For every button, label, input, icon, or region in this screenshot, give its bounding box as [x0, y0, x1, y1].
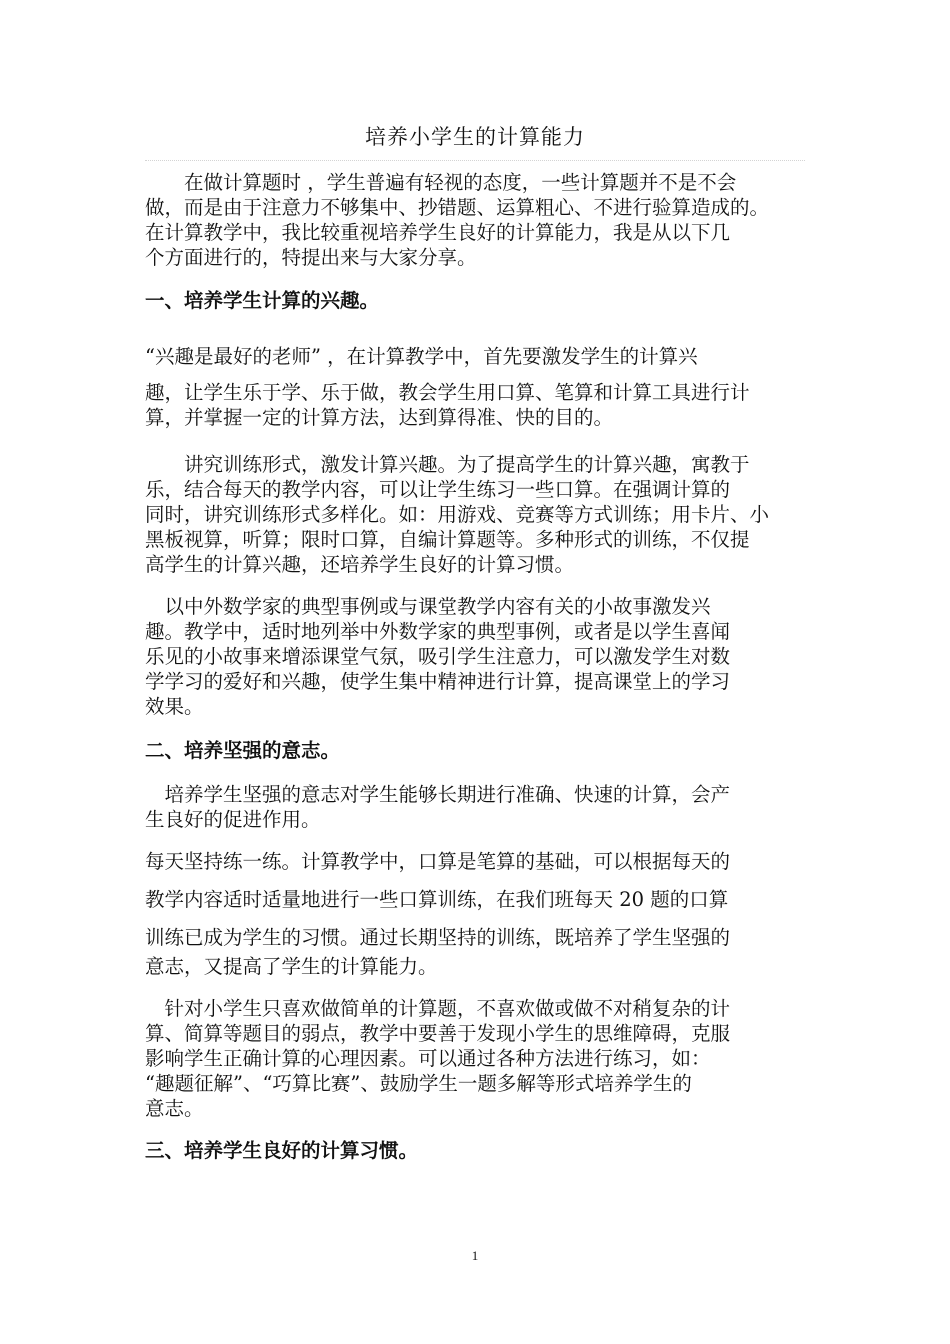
paragraph-line: 讲究训练形式，激发计算兴趣。为了提高学生的计算兴趣，寓教于	[145, 453, 750, 476]
paragraph	[145, 782, 810, 832]
paragraph-line: 培养学生坚强的意志对学生能够长期进行准确、快速的计算，会产	[145, 783, 731, 806]
paragraph-line: 意志，又提高了学生的计算能力。	[145, 955, 438, 978]
paragraph-line: 乐见的小故事来增添课堂气氛，吸引学生注意力，可以激发学生对数	[145, 645, 731, 668]
paragraph-line: 算、简算等题目的弱点，教学中要善于发现小学生的思维障碍，克服	[145, 1022, 731, 1045]
paragraph-line: 在计算教学中，我比较重视培养学生良好的计算能力，我是从以下几	[145, 221, 731, 244]
paragraph-line: 教学内容适时适量地进行一些口算训练，在我们班每天 20 题的口算	[145, 888, 729, 911]
paragraph-line: 做，而是由于注意力不够集中、抄错题、运算粗心、不进行验算造成的。	[145, 196, 770, 219]
paragraph-line: 生良好的促进作用。	[145, 808, 321, 831]
page-number: 1	[471, 1248, 479, 1263]
paragraph-line: 意志。	[145, 1097, 204, 1120]
paragraph	[145, 452, 810, 577]
title-divider	[145, 160, 805, 161]
intro-paragraph	[145, 170, 810, 270]
section-heading: 二、培养坚强的意志。	[145, 739, 341, 762]
paragraph-line: 效果。	[145, 695, 204, 718]
paragraph-line: 以中外数学家的典型事例或与课堂教学内容有关的小故事激发兴	[145, 595, 711, 618]
paragraph-line: 同时，讲究训练形式多样化。如：用游戏、竞赛等方式训练；用卡片、小	[145, 503, 770, 526]
paragraph-line: 在做计算题时 ，学生普遍有轻视的态度，一些计算题并不是不会	[145, 171, 737, 194]
paragraph	[145, 846, 810, 979]
paragraph	[145, 594, 810, 719]
section-heading: 一、培养学生计算的兴趣。	[145, 289, 380, 312]
paragraph-line: 针对小学生只喜欢做简单的计算题，不喜欢做或做不对稍复杂的计	[145, 997, 731, 1020]
paragraph-line: 每天坚持练一练。计算教学中，口算是笔算的基础，可以根据每天的	[145, 850, 731, 873]
paragraph-line: 高学生的计算兴趣，还培养学生良好的计算习惯。	[145, 553, 575, 576]
paragraph-line: 趣，让学生乐于学、乐于做，教会学生用口算、笔算和计算工具进行计	[145, 381, 750, 404]
paragraph-line: 乐，结合每天的教学内容，可以让学生练习一些口算。在强调计算的	[145, 478, 731, 501]
paragraph-line: 训练已成为学生的习惯。通过长期坚持的训练，既培养了学生坚强的	[145, 926, 731, 949]
paragraph-line: 黑板视算，听算；限时口算，自编计算题等。多种形式的训练，不仅提	[145, 528, 750, 551]
paragraph	[145, 344, 810, 430]
paragraph-line: 影响学生正确计算的心理因素。可以通过各种方法进行练习，如：	[145, 1047, 711, 1070]
paragraph	[145, 996, 810, 1121]
paragraph-line: 算，并掌握一定的计算方法，达到算得准、快的目的。	[145, 406, 614, 429]
paragraph-line: “兴趣是最好的老师” ，在计算教学中，首先要激发学生的计算兴	[145, 345, 698, 368]
paragraph-line: 趣。教学中，适时地列举中外数学家的典型事例，或者是以学生喜闻	[145, 620, 731, 643]
paragraph-line: 学学习的爱好和兴趣，使学生集中精神进行计算，提高课堂上的学习	[145, 670, 731, 693]
section-heading: 三、培养学生良好的计算习惯。	[145, 1139, 419, 1162]
document-title: 培养小学生的计算能力	[365, 125, 585, 149]
paragraph-line: “趣题征解”、“巧算比赛”、鼓励学生一题多解等形式培养学生的	[145, 1072, 692, 1095]
paragraph-line: 个方面进行的，特提出来与大家分享。	[145, 246, 477, 269]
